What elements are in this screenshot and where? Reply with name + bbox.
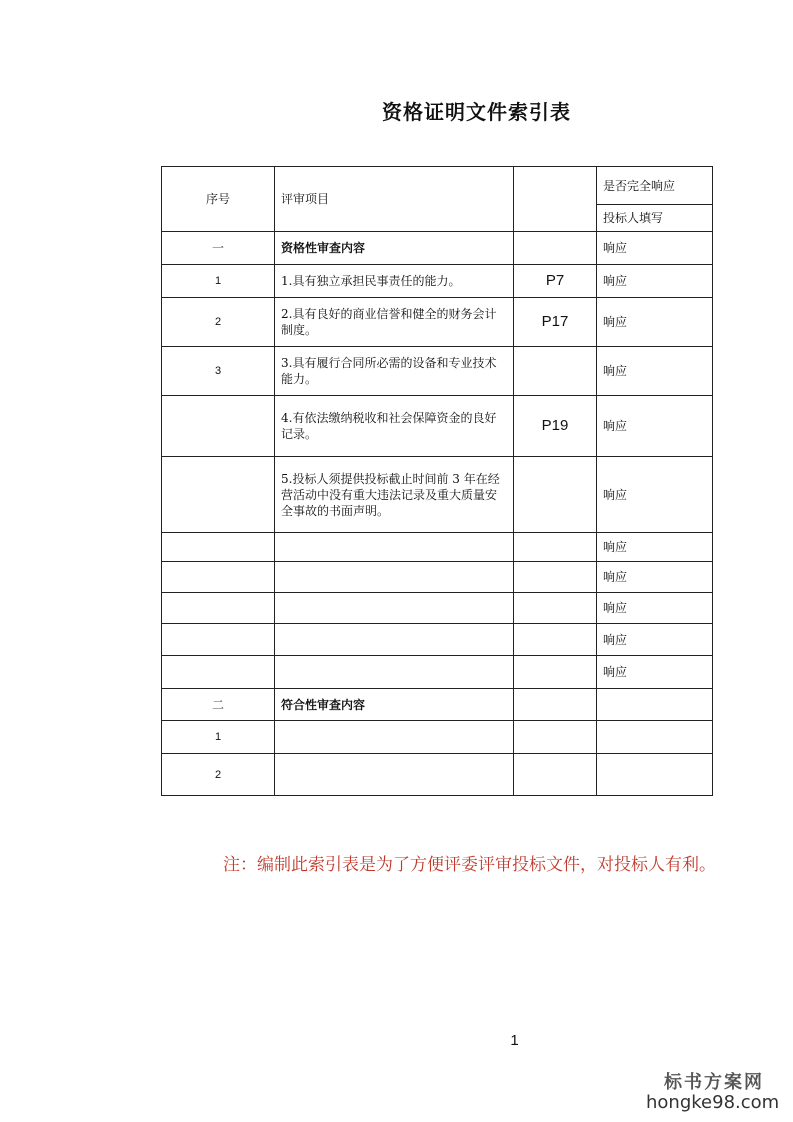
row-item: 1.具有独立承担民事责任的能力。 (275, 265, 514, 298)
row-response: 响应 (597, 396, 713, 457)
table-row (162, 457, 713, 533)
row-number (162, 457, 275, 533)
row-item (275, 754, 514, 796)
row-item (275, 721, 514, 754)
row-number (162, 533, 275, 562)
header-page (514, 167, 597, 232)
row-page-ref (514, 457, 597, 533)
row-page-ref (514, 624, 597, 656)
table-row (162, 689, 713, 721)
row-item (275, 624, 514, 656)
row-item (275, 593, 514, 624)
row-item: 3.具有履行合同所必需的设备和专业技术能力。 (275, 347, 514, 396)
table-row (162, 754, 713, 796)
row-page-ref: P19 (514, 396, 597, 457)
table-row (162, 396, 713, 457)
document-title: 资格证明文件索引表 (382, 100, 571, 124)
row-number: 1 (162, 265, 275, 298)
row-number: 二 (162, 689, 275, 721)
row-page-ref: P17 (514, 298, 597, 347)
index-table (161, 166, 713, 796)
row-number: 3 (162, 347, 275, 396)
row-response: 响应 (597, 265, 713, 298)
watermark-logo-text: 标书方案网 (664, 1072, 764, 1093)
row-number (162, 593, 275, 624)
table-row (162, 232, 713, 265)
table-row (162, 656, 713, 689)
row-response: 响应 (597, 562, 713, 593)
row-page-ref (514, 593, 597, 624)
watermark-url: hongke98.com (646, 1092, 780, 1113)
row-number: 一 (162, 232, 275, 265)
row-response (597, 689, 713, 721)
row-response: 响应 (597, 457, 713, 533)
row-number: 2 (162, 298, 275, 347)
table-row (162, 624, 713, 656)
table-row (162, 533, 713, 562)
row-response: 响应 (597, 593, 713, 624)
row-response: 响应 (597, 656, 713, 689)
row-response (597, 721, 713, 754)
row-response: 响应 (597, 298, 713, 347)
row-page-ref (514, 721, 597, 754)
row-page-ref (514, 754, 597, 796)
row-response (597, 754, 713, 796)
row-page-ref (514, 562, 597, 593)
row-response: 响应 (597, 347, 713, 396)
table-row (162, 265, 713, 298)
header-item: 评审项目 (275, 167, 514, 232)
row-item: 4.有依法缴纳税收和社会保障资金的良好记录。 (275, 396, 514, 457)
row-item: 符合性审查内容 (275, 689, 514, 721)
row-page-ref: P7 (514, 265, 597, 298)
row-response: 响应 (597, 624, 713, 656)
page-number: 1 (510, 1032, 519, 1049)
footnote: 注：编制此索引表是为了方便评委评审投标文件，对投标人有利。 (223, 855, 716, 875)
row-page-ref (514, 656, 597, 689)
row-number: 2 (162, 754, 275, 796)
row-response: 响应 (597, 232, 713, 265)
row-page-ref (514, 533, 597, 562)
table-row (162, 347, 713, 396)
row-item (275, 656, 514, 689)
table-row (162, 298, 713, 347)
table-row (162, 593, 713, 624)
row-number (162, 562, 275, 593)
row-item (275, 533, 514, 562)
row-number (162, 656, 275, 689)
row-number: 1 (162, 721, 275, 754)
row-item: 资格性审查内容 (275, 232, 514, 265)
header-response-title: 是否完全响应 (597, 167, 713, 205)
table-row (162, 721, 713, 754)
row-page-ref (514, 232, 597, 265)
header-number: 序号 (162, 167, 275, 232)
row-item: 2.具有良好的商业信誉和健全的财务会计制度。 (275, 298, 514, 347)
header-response-sub: 投标人填写 (597, 205, 713, 232)
row-response: 响应 (597, 533, 713, 562)
row-page-ref (514, 347, 597, 396)
header-row (162, 167, 713, 205)
row-number (162, 624, 275, 656)
row-item: 5.投标人须提供投标截止时间前 3 年在经营活动中没有重大违法记录及重大质量安全事故的书面声明。 (275, 457, 514, 533)
row-page-ref (514, 689, 597, 721)
row-number (162, 396, 275, 457)
row-item (275, 562, 514, 593)
table-row (162, 562, 713, 593)
